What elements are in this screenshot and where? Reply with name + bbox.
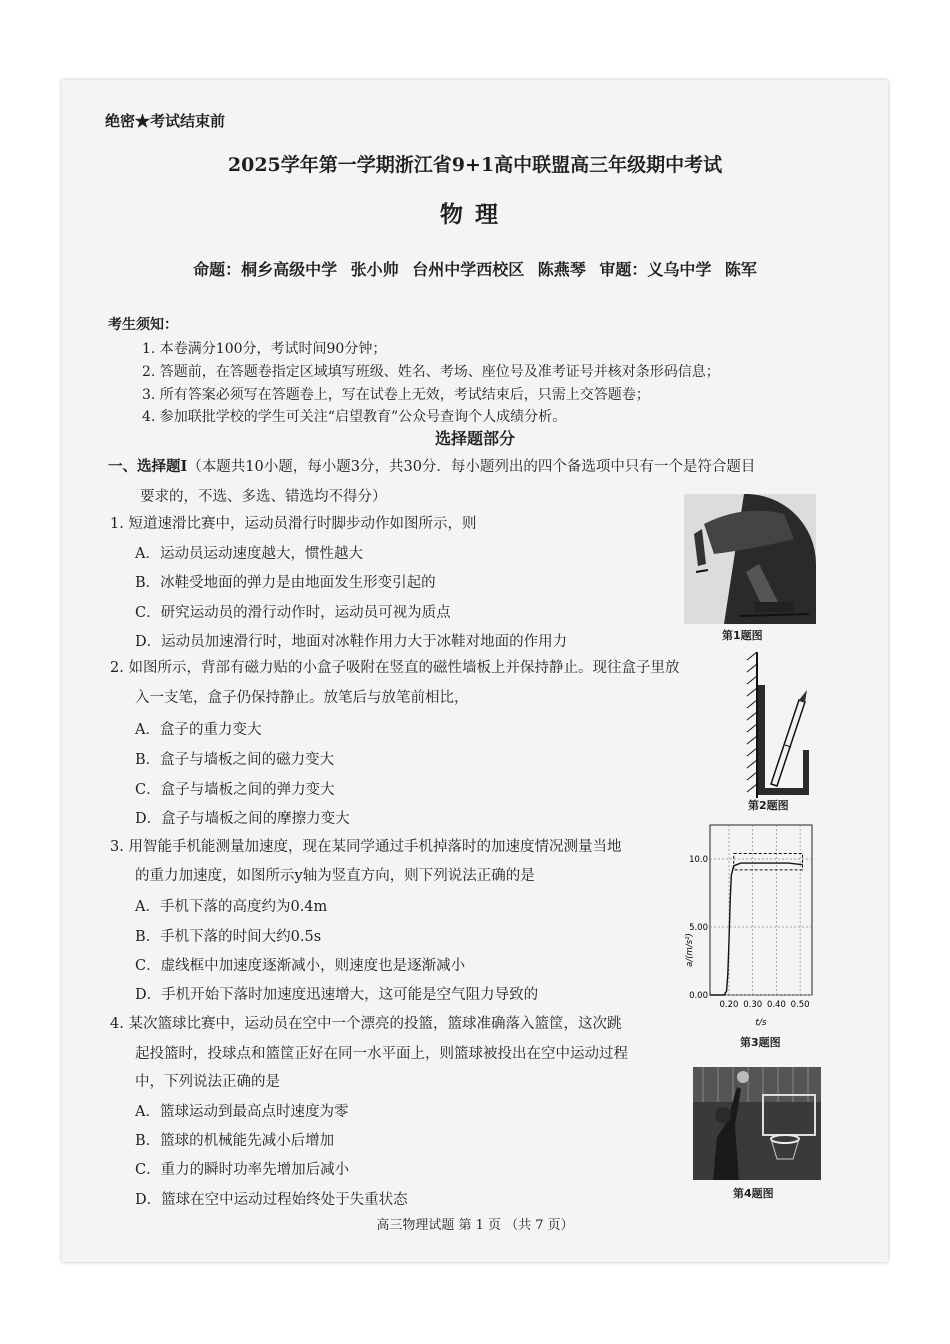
acceleration-chart [680,820,820,1030]
question-3-stem: 3. 用智能手机能测量加速度，现在某同学通过手机掉落时的加速度情况测量当地 [110,839,622,855]
question-2-option-c: C．盒子与墙板之间的弹力变大 [135,782,335,798]
notice-item: 4. 参加联批学校的学生可关注“启望教育”公众号查询个人成绩分析。 [142,409,567,425]
authors-line: 命题：桐乡高级中学 张小帅 台州中学西校区 陈燕琴 审题：义乌中学 陈军 [193,260,757,279]
x-axis-label: t/s [755,1018,767,1028]
question-4-option-d: D．篮球在空中运动过程始终处于失重状态 [135,1192,408,1208]
question-2-stem-cont: 入一支笔，盒子仍保持静止。放笔后与放笔前相比， [135,690,469,706]
box-on-wall-figure [745,650,815,800]
question-4-stem-cont-2: 中，下列说法正确的是 [135,1074,280,1090]
question-4-option-b: B．篮球的机械能先减小后增加 [135,1133,335,1149]
part-description-2: 要求的，不选、多选、错选均不得分） [140,489,387,505]
question-1-option-a: A．运动员运动速度越大，惯性越大 [135,546,363,562]
y-tick-label: 10.0 [689,855,708,865]
question-1-option-d: D．运动员加速滑行时，地面对冰鞋作用力大于冰鞋对地面的作用力 [135,634,568,650]
question-3-option-a: A．手机下落的高度约为0.4m [135,899,328,915]
basketball [737,1071,749,1083]
x-tick-label: 0.30 [743,1000,763,1010]
question-4-stem-cont: 起投篮时，投球点和篮筐正好在同一水平面上，则篮球被投出在空中运动过程 [135,1046,628,1062]
question-3-option-c: C．虚线框中加速度逐渐减小，则速度也是逐渐减小 [135,958,466,974]
x-tick-label: 0.50 [790,1000,810,1010]
x-tick-label: 0.20 [719,1000,739,1010]
series-line [710,863,803,995]
question-3-option-b: B．手机下落的时间大约0.5s [135,929,322,945]
figure-4-caption: 第4题图 [733,1187,774,1200]
question-1-option-c: C．研究运动员的滑行动作时，运动员可视为质点 [135,605,451,621]
figure-1-caption: 第1题图 [722,629,763,642]
page-footer: 高三物理试题 第 1 页 （共 7 页） [376,1218,574,1233]
confidential-mark: 绝密★考试结束前 [105,112,226,130]
question-4-option-a: A．篮球运动到最高点时速度为零 [135,1104,349,1120]
question-3-option-d: D．手机开始下落时加速度迅速增大，这可能是空气阻力导致的 [135,987,539,1003]
figure-2-caption: 第2题图 [748,799,789,812]
part-description: （本题共10小题，每小题3分，共30分．每小题列出的四个备选项中只有一个是符合题目 [187,459,756,475]
figure-3-caption: 第3题图 [740,1036,781,1049]
y-axis-label: a/(m/s²) [685,933,695,967]
plot-frame [710,825,812,995]
notice-heading: 考生须知： [108,317,178,333]
exam-title: 2025学年第一学期浙江省9+1高中联盟高三年级期中考试 [227,154,723,176]
highlight-box [734,854,803,870]
skater-photo [684,494,816,624]
question-2-stem: 2. 如图所示，背部有磁力贴的小盒子吸附在竖直的磁性墙板上并保持静止。现往盒子里放 [110,660,680,676]
question-2-option-b: B．盒子与墙板之间的磁力变大 [135,752,335,768]
notice-item: 3. 所有答案必须写在答题卷上，写在试卷上无效，考试结束后，只需上交答题卷； [142,387,650,403]
question-1-option-b: B．冰鞋受地面的弹力是由地面发生形变引起的 [135,575,436,591]
question-1-stem: 1. 短道速滑比赛中，运动员滑行时脚步动作如图所示，则 [110,516,477,532]
section-title: 选择题部分 [434,429,515,448]
notice-item: 2. 答题前，在答题卷指定区域填写班级、姓名、考场、座位号及准考证号并核对条形码信息； [142,364,720,380]
y-tick-label: 0.00 [689,991,708,1001]
question-4-option-c: C．重力的瞬时功率先增加后减小 [135,1162,350,1178]
subject-title: 物理 [440,201,510,228]
y-tick-label: 5.00 [689,923,708,933]
grid [710,825,812,995]
basketball-photo [693,1067,821,1180]
question-4-stem: 4. 某次篮球比赛中，运动员在空中一个漂亮的投篮，篮球准确落入篮筐，这次跳 [110,1016,622,1032]
question-2-option-d: D．盒子与墙板之间的摩擦力变大 [135,811,350,827]
question-2-option-a: A．盒子的重力变大 [135,722,262,738]
part-label: 一、选择题I [108,458,188,475]
part-instructions [108,455,755,476]
question-3-stem-cont: 的重力加速度，如图所示y轴为竖直方向，则下列说法正确的是 [135,868,535,884]
pen [771,700,805,786]
notice-item: 1. 本卷满分100分，考试时间90分钟； [142,341,387,357]
x-tick-label: 0.40 [766,1000,786,1010]
